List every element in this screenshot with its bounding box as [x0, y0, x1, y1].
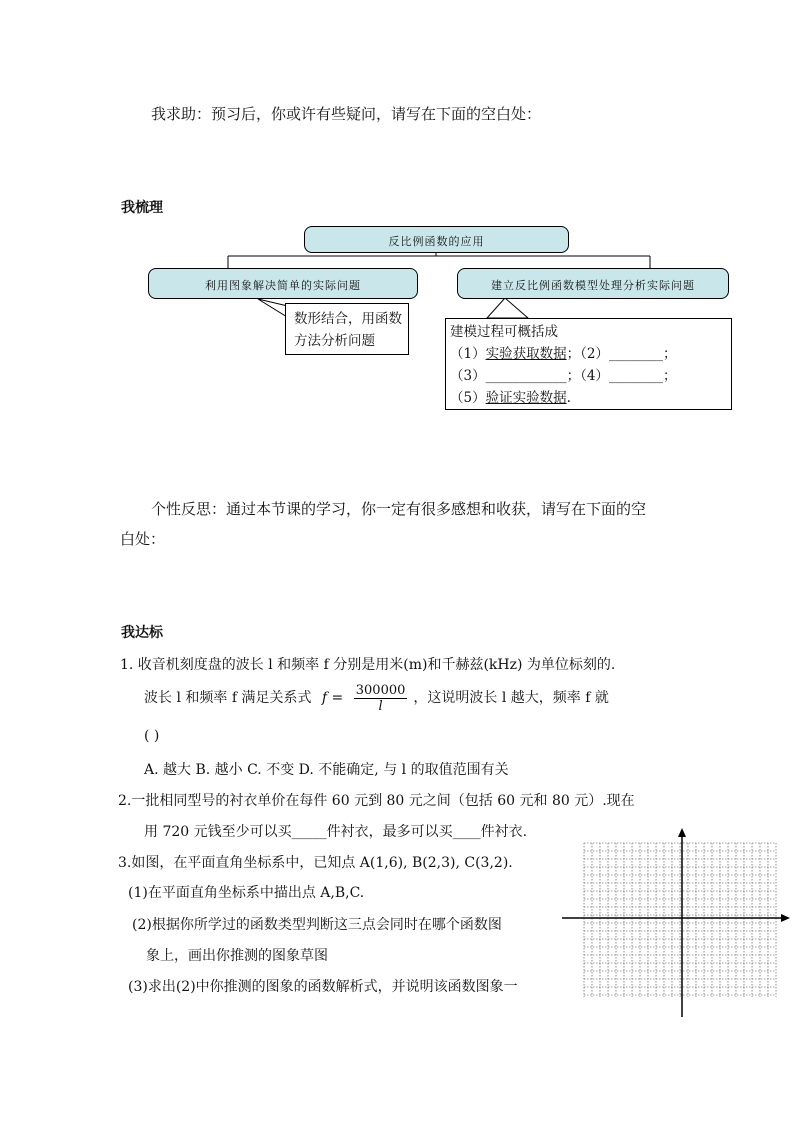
sort-heading: 我梳理	[121, 200, 163, 216]
step-4-prefix: ；（4）	[566, 368, 609, 384]
step-5: 验证实验数据	[485, 390, 567, 406]
standard-heading: 我达标	[121, 625, 163, 641]
modeling-step-5	[450, 387, 731, 409]
step-4-blank: ________	[608, 368, 663, 384]
x-axis-arrow	[781, 914, 790, 922]
modeling-step-1-2	[450, 343, 731, 365]
step-5-prefix: （5）	[450, 390, 486, 406]
right-note	[445, 318, 732, 410]
formula-f: f	[321, 690, 328, 706]
q1-line-1: 1. 收音机刻度盘的波长 l 和频率 f 分别是用米(m)和千赫兹(kHz) 为单位标刻的.	[120, 657, 616, 673]
formula-numerator: 300000	[355, 682, 406, 698]
right-callout-pointer	[487, 298, 528, 318]
formula-equals: =	[327, 690, 348, 706]
formula-denominator: l	[378, 698, 383, 714]
left-note	[285, 303, 409, 355]
q2-line-2: 用 720 元钱至少可以买_____件衬衣，最多可以买____件衬衣.	[144, 824, 528, 840]
step-2-blank: ________	[608, 346, 663, 362]
step-3-prefix: （3）	[450, 368, 486, 384]
formula-fraction	[354, 683, 408, 714]
step-2-prefix: ；（2）	[566, 346, 609, 362]
modeling-step-3-4	[450, 365, 731, 387]
q3-part-3: (3)求出(2)中你推测的图象的函数解析式，并说明该函数图象一	[128, 979, 518, 995]
q1-options: A. 越大 B. 越小 C. 不变 D. 不能确定, 与 l 的取值范围有关	[144, 762, 509, 778]
step-1: 实验获取数据	[485, 346, 567, 362]
q1-line-2-end: ，这说明波长 l 越大，频率 f 就	[413, 690, 609, 706]
reflect-line-2: 白处：	[120, 530, 166, 548]
q3-part-2a: (2)根据你所学过的函数类型判断这三点会同时在哪个函数图	[132, 917, 502, 933]
step-2-semi: ；	[662, 346, 677, 362]
y-axis-arrow	[678, 828, 686, 837]
grid-lines	[584, 843, 776, 997]
left-box: 利用图象解决简单的实际问题	[148, 268, 418, 299]
reflect-line-1: 个性反思：通过本节课的学习，你一定有很多感想和收获，请写在下面的空	[151, 500, 647, 518]
left-note-line-2: 方法分析问题	[294, 333, 375, 349]
q3-part-1: (1)在平面直角坐标系中描出点 A,B,C.	[128, 885, 365, 901]
step-1-prefix: （1）	[450, 346, 486, 362]
top-box: 反比例函数的应用	[304, 226, 569, 253]
q1-answer-paren: ( )	[144, 728, 160, 744]
step-5-end: .	[566, 390, 571, 406]
step-3-blank: ____________	[485, 368, 567, 384]
left-note-line-1: 数形结合，用函数	[294, 311, 402, 327]
step-4-semi: ；	[662, 368, 677, 384]
q2-line-1: 2.一批相同型号的衬衣单价在每件 60 元到 80 元之间（包括 60 元和 80 元）.现在	[118, 793, 635, 809]
modeling-title: 建模过程可概括成	[450, 324, 558, 340]
q3-line-1: 3.如图，在平面直角坐标系中，已知点 A(1,6), B(2,3), C(3,2).	[118, 855, 513, 871]
q3-part-2b: 象上，画出你推测的图象草图	[146, 948, 328, 964]
coordinate-grid	[560, 825, 794, 1020]
q1-line-2	[144, 680, 609, 716]
right-box: 建立反比例函数模型处理分析实际问题	[457, 268, 729, 299]
help-prompt: 我求助：预习后，你或许有些疑问，请写在下面的空白处：	[151, 105, 542, 123]
q1-line-2-start: 波长 l 和频率 f 满足关系式	[144, 690, 312, 706]
